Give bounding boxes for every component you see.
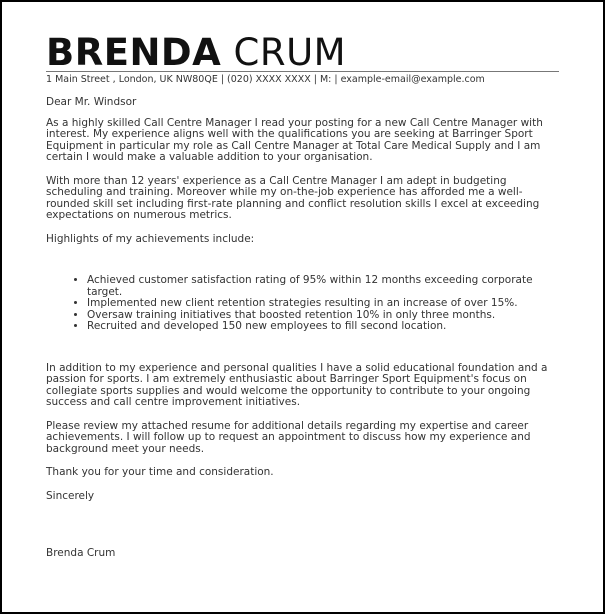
signoff: Sincerely xyxy=(46,489,95,502)
highlights-intro: Highlights of my achievements include: xyxy=(46,232,255,245)
list-item: • Recruited and developed 150 new employees to fill second location. xyxy=(87,321,562,333)
paragraph-experience: With more than 12 years' experience as a Call Centre Manager I am adept in budgeting scheduling and training. Moreover while my on-the-job experience has afforded me a well-rounded skill set including first-rate planning and conflict resolution skills I excel at exceeding expectations on numerous metrics. xyxy=(46,174,540,221)
header-divider xyxy=(46,71,559,72)
list-item: • Oversaw training initiatives that boosted retention 10% in only three months. xyxy=(87,310,562,322)
list-item: • Achieved customer satisfaction rating of 95% within 12 months exceeding corporate target. xyxy=(87,275,562,298)
paragraph-intro: As a highly skilled Call Centre Manager I read your posting for a new Call Centre Manager with interest. My experience aligns well with the qualifications you are seeking at Barringer Sport Equipment in particular my role as Call Centre Manager at Total Care Medical Supply and I am certain I would make a valuable addition to your organisation. xyxy=(46,116,543,163)
applicant-name xyxy=(46,32,346,74)
thanks-line: Thank you for your time and consideration. xyxy=(46,466,274,478)
contact-line: 1 Main Street , London, UK NW80QE | (020) XXXX XXXX | M: | example-email@example.com xyxy=(46,74,485,85)
first-name: BRENDA xyxy=(46,31,222,74)
paragraph-education: In addition to my experience and personal qualities I have a solid educational foundation and a passion for sports. I am extremely enthusiastic about Barringer Sport Equipment's focus on collegiate sports supplies and would welcome the opportunity to contribute to your ongoing success and call centre improvement initiatives. xyxy=(46,361,548,408)
last-name: CRUM xyxy=(233,31,347,74)
achievements-list xyxy=(46,275,562,333)
greeting: Dear Mr. Windsor xyxy=(46,96,137,108)
letter-body xyxy=(46,97,562,560)
paragraph-followup: Please review my attached resume for additional details regarding my expertise and career achievements. I will follow up to request an appointment to discuss how my experience and background meet your needs. xyxy=(46,419,531,455)
list-item: • Implemented new client retention strategies resulting in an increase of over 15%. xyxy=(87,298,562,310)
signature-name: Brenda Crum xyxy=(46,547,116,559)
